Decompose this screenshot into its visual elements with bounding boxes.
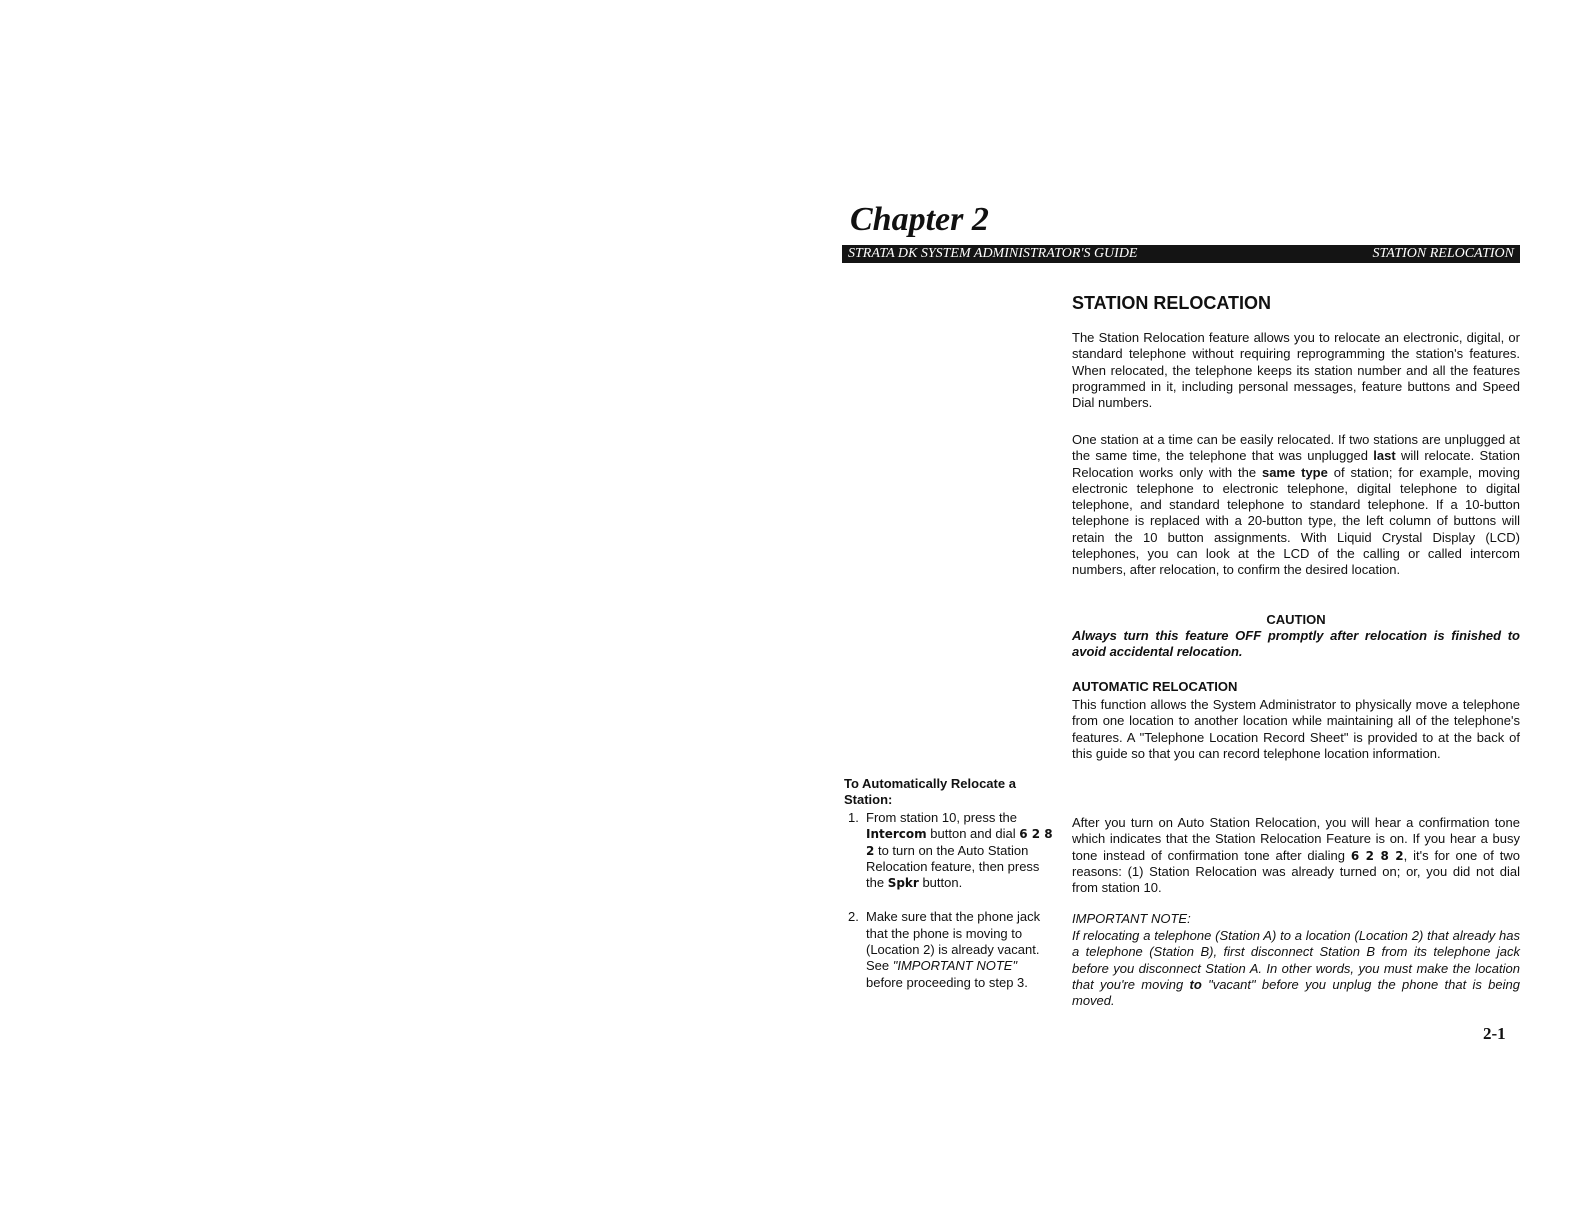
section-name: STATION RELOCATION	[1372, 246, 1514, 261]
para2-text-1: One station at a time can be easily relocated. If two stations are unplugged at the same time, the telephone that was unplugged	[1072, 432, 1520, 464]
para4-text-2: , it's for one of two reasons: (1) Station Relocation was already turned on; or, you did not dial from station 10.	[1072, 847, 1520, 896]
guide-title: STRATA DK SYSTEM ADMINISTRATOR'S GUIDE	[848, 246, 1138, 261]
procedure-step	[844, 810, 1056, 891]
automatic-relocation-paragraph: This function allows the System Administrator to physically move a telephone from one location to another location while maintaining all of the telephone's features. A "Telephone Location Record Sheet" is provided to at the back of this guide so that you can record telephone location information.	[1072, 697, 1520, 761]
para2-bold-1: last	[1373, 448, 1396, 464]
step2-text-1: Make sure that the phone jack that the phone is moving to (Location 2) is already vacant. See	[866, 909, 1041, 974]
step1-text-3: to turn on the Auto Station Relocation feature, then press the	[866, 842, 1040, 891]
step2-text-2: before proceeding to step 3.	[866, 974, 1028, 990]
step1-dial-code: 6 2 8 2	[866, 827, 1053, 858]
chapter-title: Chapter 2	[850, 201, 989, 238]
automatic-relocation-heading: AUTOMATIC RELOCATION	[1072, 679, 1238, 694]
relocation-rules-paragraph	[1072, 432, 1520, 579]
para2-text-2: will relocate. Station Relocation works only with the	[1072, 448, 1520, 480]
note-text-1: If relocating a telephone (Station A) to a location (Location 2) that already has a telephone (Station B), first disconnect Station B from its telephone jack before you disconnect Station A. In other words, you must make the location that you're moving	[1072, 928, 1520, 992]
step1-text-2: button and dial	[926, 826, 1020, 842]
important-note-text	[1072, 928, 1520, 1009]
step1-text-4: button.	[918, 875, 963, 891]
procedure-step	[844, 909, 1056, 990]
intro-paragraph: The Station Relocation feature allows you to relocate an electronic, digital, or standard telephone without requiring reprogramming the station's features. When relocated, the telephone keeps its station number and all the features programmed in it, including personal messages, feature buttons and Speed Dial numbers.	[1072, 330, 1520, 411]
note-text-2: "vacant" before you unplug the phone that is being moved.	[1072, 976, 1520, 1009]
step1-text-1: From station 10, press the	[866, 810, 1018, 825]
confirmation-tone-paragraph	[1072, 815, 1520, 896]
caution-title: CAUTION	[1266, 612, 1326, 627]
important-note-title: IMPORTANT NOTE:	[1072, 911, 1191, 926]
procedure-steps	[844, 810, 1056, 991]
procedure-heading: To Automatically Relocate a Station:	[844, 776, 1016, 807]
para2-bold-2: same type	[1261, 464, 1328, 480]
header-bar	[842, 245, 1520, 263]
step-number: 2.	[848, 909, 859, 925]
section-heading: STATION RELOCATION	[1072, 293, 1271, 313]
caution-text: Always turn this feature OFF promptly after relocation is finished to avoid accidental relocation.	[1072, 628, 1520, 659]
note-bold: to	[1189, 976, 1202, 992]
page-number: 2-1	[1483, 1024, 1506, 1043]
step2-note-reference: "IMPORTANT NOTE"	[892, 958, 1018, 974]
step-number: 1.	[848, 810, 859, 825]
para4-text-1: After you turn on Auto Station Relocation, you will hear a confirmation tone which indicates that the Station Relocation Feature is on. If you hear a busy tone instead of confirmation tone after dialing	[1072, 815, 1520, 863]
spkr-key: Spkr	[887, 876, 919, 891]
intercom-key: Intercom	[866, 827, 927, 842]
dial-code: 6 2 8 2	[1350, 848, 1404, 863]
para2-text-3: of station; for example, moving electronic telephone to electronic telephone, digital telephone to digital telephone, and standard telephone to standard telephone. If a 10-button telephone is replaced with a 20-button type, the left column of buttons will retain the 10 button assignments. With Liquid Crystal Display (LCD) telephones, you can look at the LCD of the calling or called intercom numbers, after relocation, to confirm the desired location.	[1072, 464, 1520, 578]
